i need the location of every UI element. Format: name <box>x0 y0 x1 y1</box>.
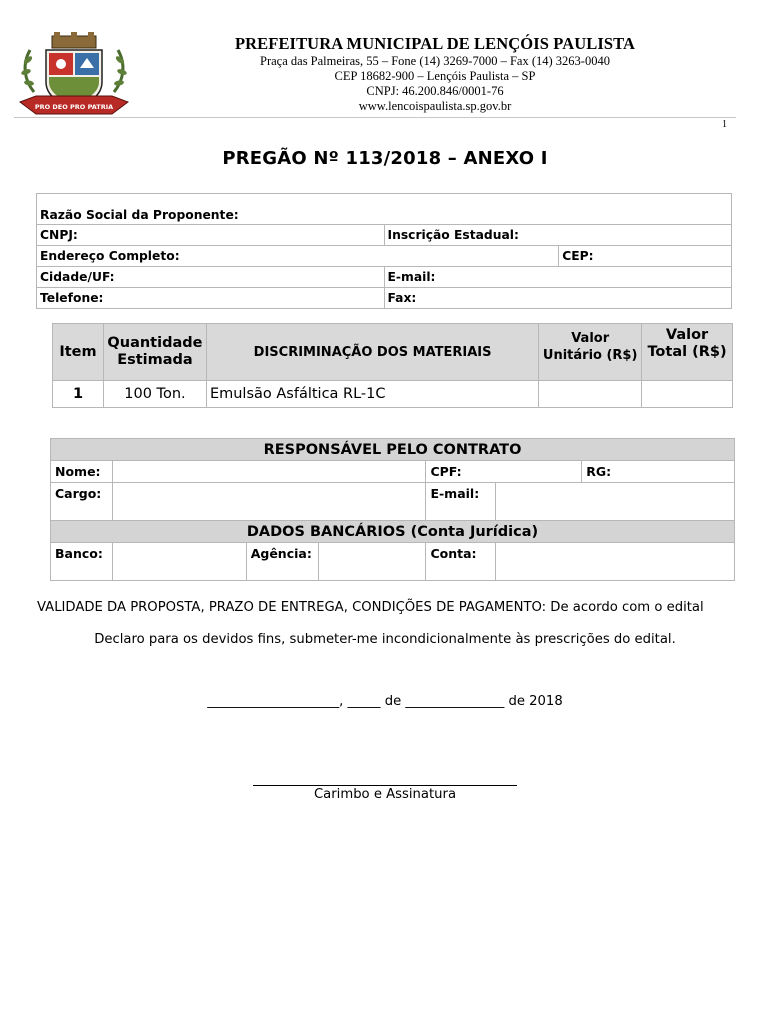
header-valor-unitario: Valor Unitário (R$) <box>539 324 642 381</box>
cell-discriminacao: Emulsão Asfáltica RL-1C <box>206 381 538 408</box>
letterhead-website: www.lencoispaulista.sp.gov.br <box>358 99 512 113</box>
razao-social-field[interactable]: Razão Social da Proponente: <box>37 194 732 225</box>
header-valor-total: Valor Total (R$) <box>642 324 733 381</box>
banco-input[interactable] <box>112 543 246 581</box>
municipal-crest-logo <box>16 30 132 120</box>
table-row <box>53 381 733 408</box>
items-table <box>52 323 733 408</box>
validity-paragraph: VALIDADE DA PROPOSTA, PRAZO DE ENTREGA, CONDIÇÕES DE PAGAMENTO: De acordo com o edital <box>37 600 704 615</box>
email-label: E-mail: <box>426 483 496 521</box>
email-input[interactable] <box>496 483 735 521</box>
nome-label: Nome: <box>51 461 113 483</box>
cargo-label: Cargo: <box>51 483 113 521</box>
header-divider <box>14 117 736 118</box>
cell-valor-total[interactable] <box>642 381 733 408</box>
proponent-table <box>36 193 732 309</box>
responsavel-section-title: RESPONSÁVEL PELO CONTRATO <box>51 439 735 461</box>
header-quantidade: Quantidade Estimada <box>103 324 206 381</box>
cell-item: 1 <box>53 381 104 408</box>
letterhead-cnpj: CNPJ: 46.200.846/0001-76 <box>366 84 504 98</box>
cell-quantidade: 100 Ton. <box>103 381 206 408</box>
banco-section-title: DADOS BANCÁRIOS (Conta Jurídica) <box>51 521 735 543</box>
letterhead <box>190 34 680 114</box>
cidade-uf-field[interactable]: Cidade/UF: <box>37 267 385 288</box>
rg-field[interactable]: RG: <box>582 461 735 483</box>
header-discriminacao: DISCRIMINAÇÃO DOS MATERIAIS <box>206 324 538 381</box>
fax-field[interactable]: Fax: <box>384 288 732 309</box>
signature-line[interactable] <box>253 785 517 786</box>
letterhead-cep: CEP 18682-900 – Lençóis Paulista – SP <box>334 69 536 83</box>
email-field[interactable]: E-mail: <box>384 267 732 288</box>
contract-responsible-table <box>50 438 735 581</box>
conta-label: Conta: <box>426 543 496 581</box>
nome-input[interactable] <box>112 461 425 483</box>
page-number: 1 <box>722 119 727 130</box>
letterhead-title: PREFEITURA MUNICIPAL DE LENÇÓIS PAULISTA <box>234 34 636 53</box>
banco-label: Banco: <box>51 543 113 581</box>
document-title: PREGÃO Nº 113/2018 – ANEXO I <box>222 148 548 169</box>
cpf-field[interactable]: CPF: <box>426 461 582 483</box>
cargo-input[interactable] <box>112 483 425 521</box>
date-line[interactable]: ____________________, _____ de _______________ de 2018 <box>207 694 563 709</box>
signature-label: Carimbo e Assinatura <box>313 787 457 802</box>
agencia-input[interactable] <box>318 543 426 581</box>
header-item: Item <box>53 324 104 381</box>
cnpj-field[interactable]: CNPJ: <box>37 225 385 246</box>
conta-input[interactable] <box>496 543 735 581</box>
endereco-field[interactable]: Endereço Completo: <box>37 246 559 267</box>
crest-motto: PRO DEO PRO PATRIA <box>34 103 114 111</box>
cell-valor-unitario[interactable] <box>539 381 642 408</box>
telefone-field[interactable]: Telefone: <box>37 288 385 309</box>
cep-field[interactable]: CEP: <box>559 246 732 267</box>
inscricao-estadual-field[interactable]: Inscrição Estadual: <box>384 225 732 246</box>
letterhead-address: Praça das Palmeiras, 55 – Fone (14) 3269-7000 – Fax (14) 3263-0040 <box>260 54 610 68</box>
declaration-paragraph: Declaro para os devidos fins, submeter-me incondicionalmente às prescrições do edital. <box>94 632 676 647</box>
agencia-label: Agência: <box>246 543 318 581</box>
